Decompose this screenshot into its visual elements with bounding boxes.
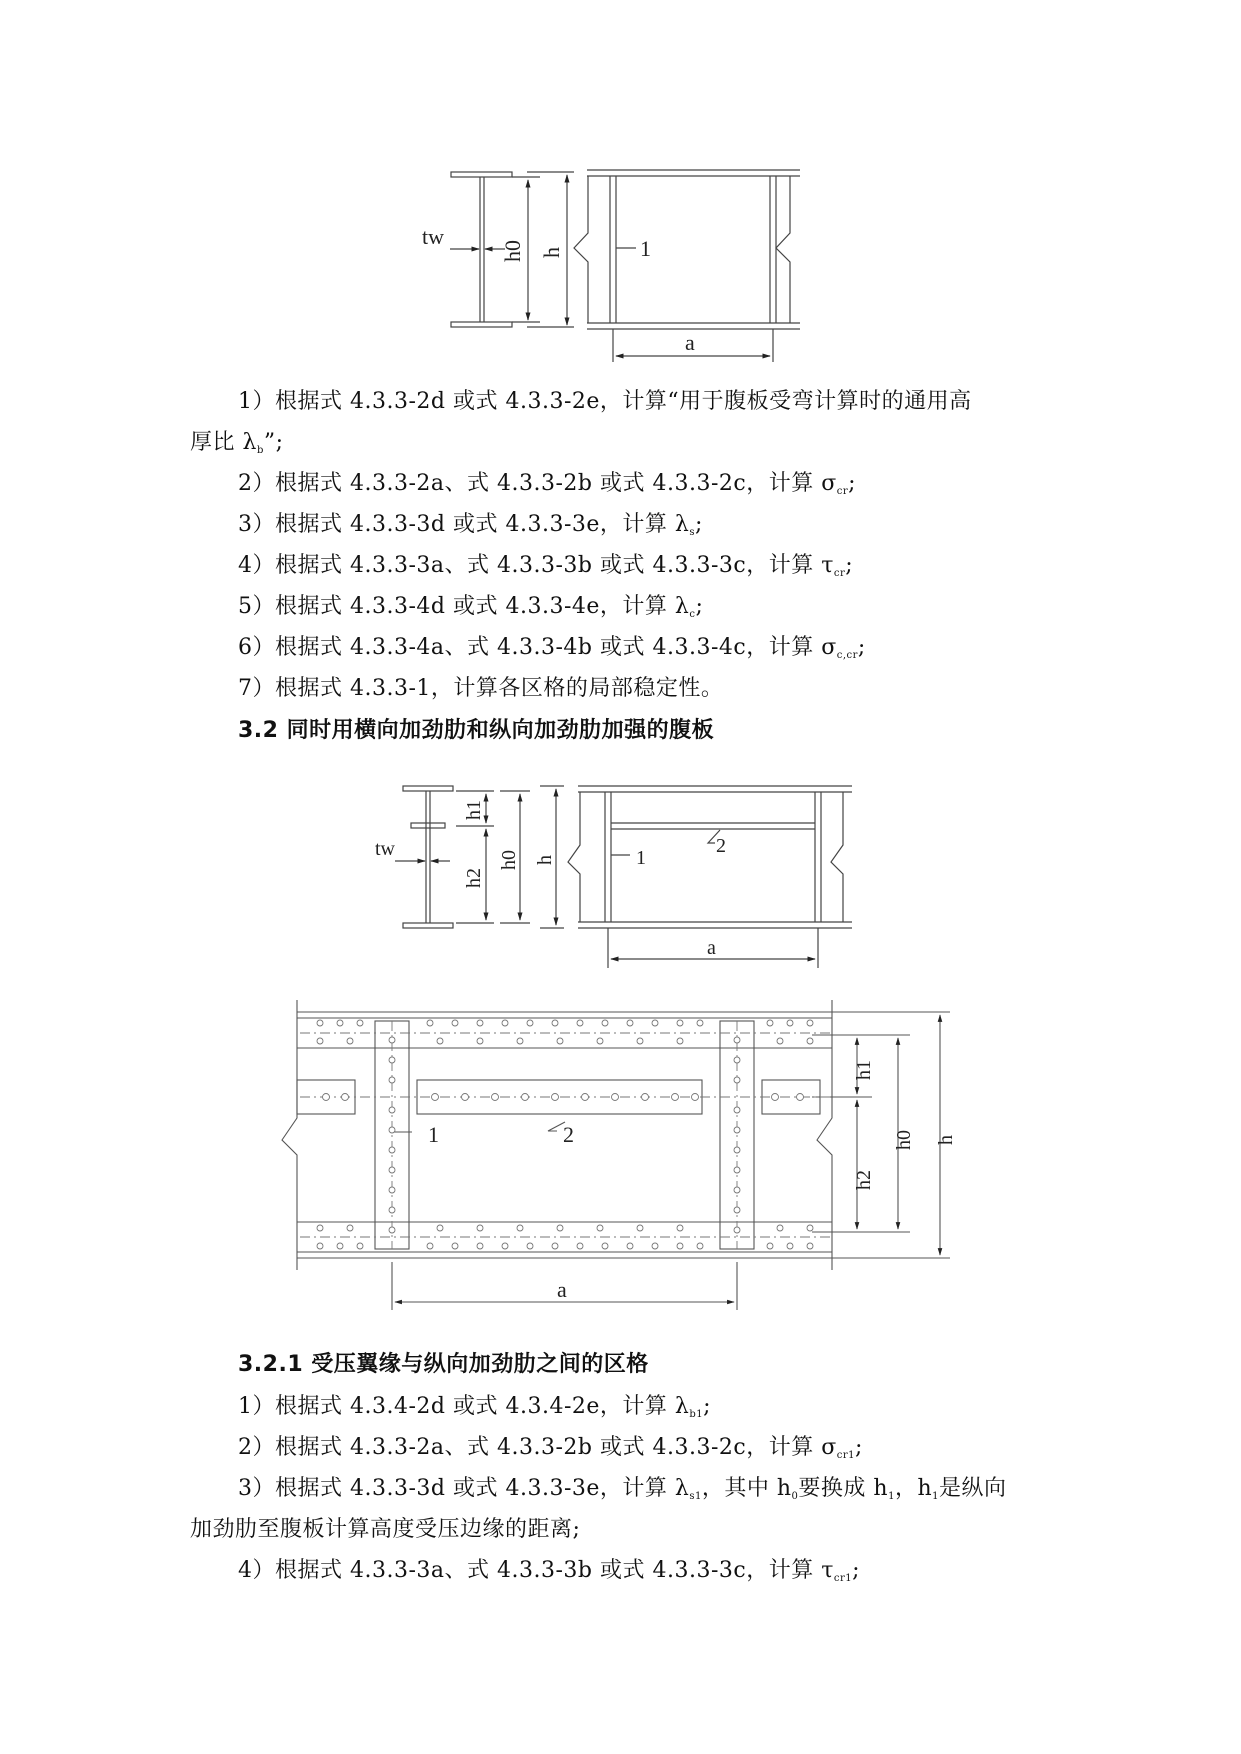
item-5: 5）根据式 4.3.3-4d 或式 4.3.3-4e，计算 $\lambda_c$; (238, 594, 704, 620)
item-2: 2）根据式 4.3.3-2a、式 4.3.3-2b 或式 4.3.3-2c，计算 $\sigma_{cr}$; (238, 471, 857, 497)
item-321-1: 1）根据式 4.3.4-2d 或式 4.3.4-2e，计算 $\lambda_{b1}$; (238, 1394, 712, 1420)
label-stiffener-1: 1 (636, 847, 646, 869)
label-a: a (707, 937, 716, 959)
label-stiffener-1: 1 (428, 1122, 439, 1147)
label-h0: h0 (893, 1130, 915, 1150)
section-heading-3-2: 3.2 同时用横向加劲肋和纵向加劲肋加强的腹板 (238, 718, 715, 743)
figure-web-transverse-stiffener (0, 150, 1241, 365)
label-h1: h1 (853, 1060, 875, 1080)
label-h2: h2 (463, 868, 485, 888)
item-6: 6）根据式 4.3.3-4a、式 4.3.3-4b 或式 4.3.3-4c，计算 $\sigma_{c,cr}$; (238, 635, 866, 661)
label-h1: h1 (463, 800, 485, 820)
label-stiffener-2: 2 (716, 835, 726, 857)
item-321-3-line-2: 加劲肋至腹板计算高度受压边缘的距离; (190, 1517, 581, 1542)
label-stiffener-1: 1 (640, 236, 651, 261)
label-h0: h0 (500, 240, 525, 262)
item-7: 7）根据式 4.3.3-1，计算各区格的局部稳定性。 (238, 676, 724, 701)
item-1-line-1: 1）根据式 4.3.3-2d 或式 4.3.3-2e，计算“用于腹板受弯计算时的通用高 (238, 389, 972, 414)
label-tw: tw (375, 838, 395, 860)
label-h2: h2 (853, 1170, 875, 1190)
figure-web-transverse-longitudinal (0, 770, 1241, 970)
label-tw: tw (422, 224, 444, 249)
item-1-line-2: 厚比 $\lambda_b$”; (190, 430, 284, 456)
label-h: h (935, 1135, 957, 1145)
figure-web-bolted-stiffeners (0, 995, 1241, 1315)
label-h: h (534, 855, 556, 865)
section-heading-3-2-1: 3.2.1 受压翼缘与纵向加劲肋之间的区格 (238, 1352, 649, 1377)
label-h: h (539, 247, 564, 258)
item-3: 3）根据式 4.3.3-3d 或式 4.3.3-3e，计算 $\lambda_s$; (238, 512, 703, 538)
item-4: 4）根据式 4.3.3-3a、式 4.3.3-3b 或式 4.3.3-3c，计算 $\tau_{cr}$; (238, 553, 854, 579)
label-h0: h0 (498, 850, 520, 870)
label-a: a (685, 330, 695, 355)
item-321-4: 4）根据式 4.3.3-3a、式 4.3.3-3b 或式 4.3.3-3c，计算 $\tau_{cr1}$; (238, 1558, 861, 1584)
item-321-3-line-1: 3）根据式 4.3.3-3d 或式 4.3.3-3e，计算 $\lambda_{s1}$，其中 $h_0$要换成 $h_1$，$h_1$是纵向 (238, 1476, 1007, 1502)
label-a: a (557, 1277, 567, 1302)
label-stiffener-2: 2 (563, 1122, 574, 1147)
item-321-2: 2）根据式 4.3.3-2a、式 4.3.3-2b 或式 4.3.3-2c，计算 $\sigma_{cr1}$; (238, 1435, 863, 1461)
